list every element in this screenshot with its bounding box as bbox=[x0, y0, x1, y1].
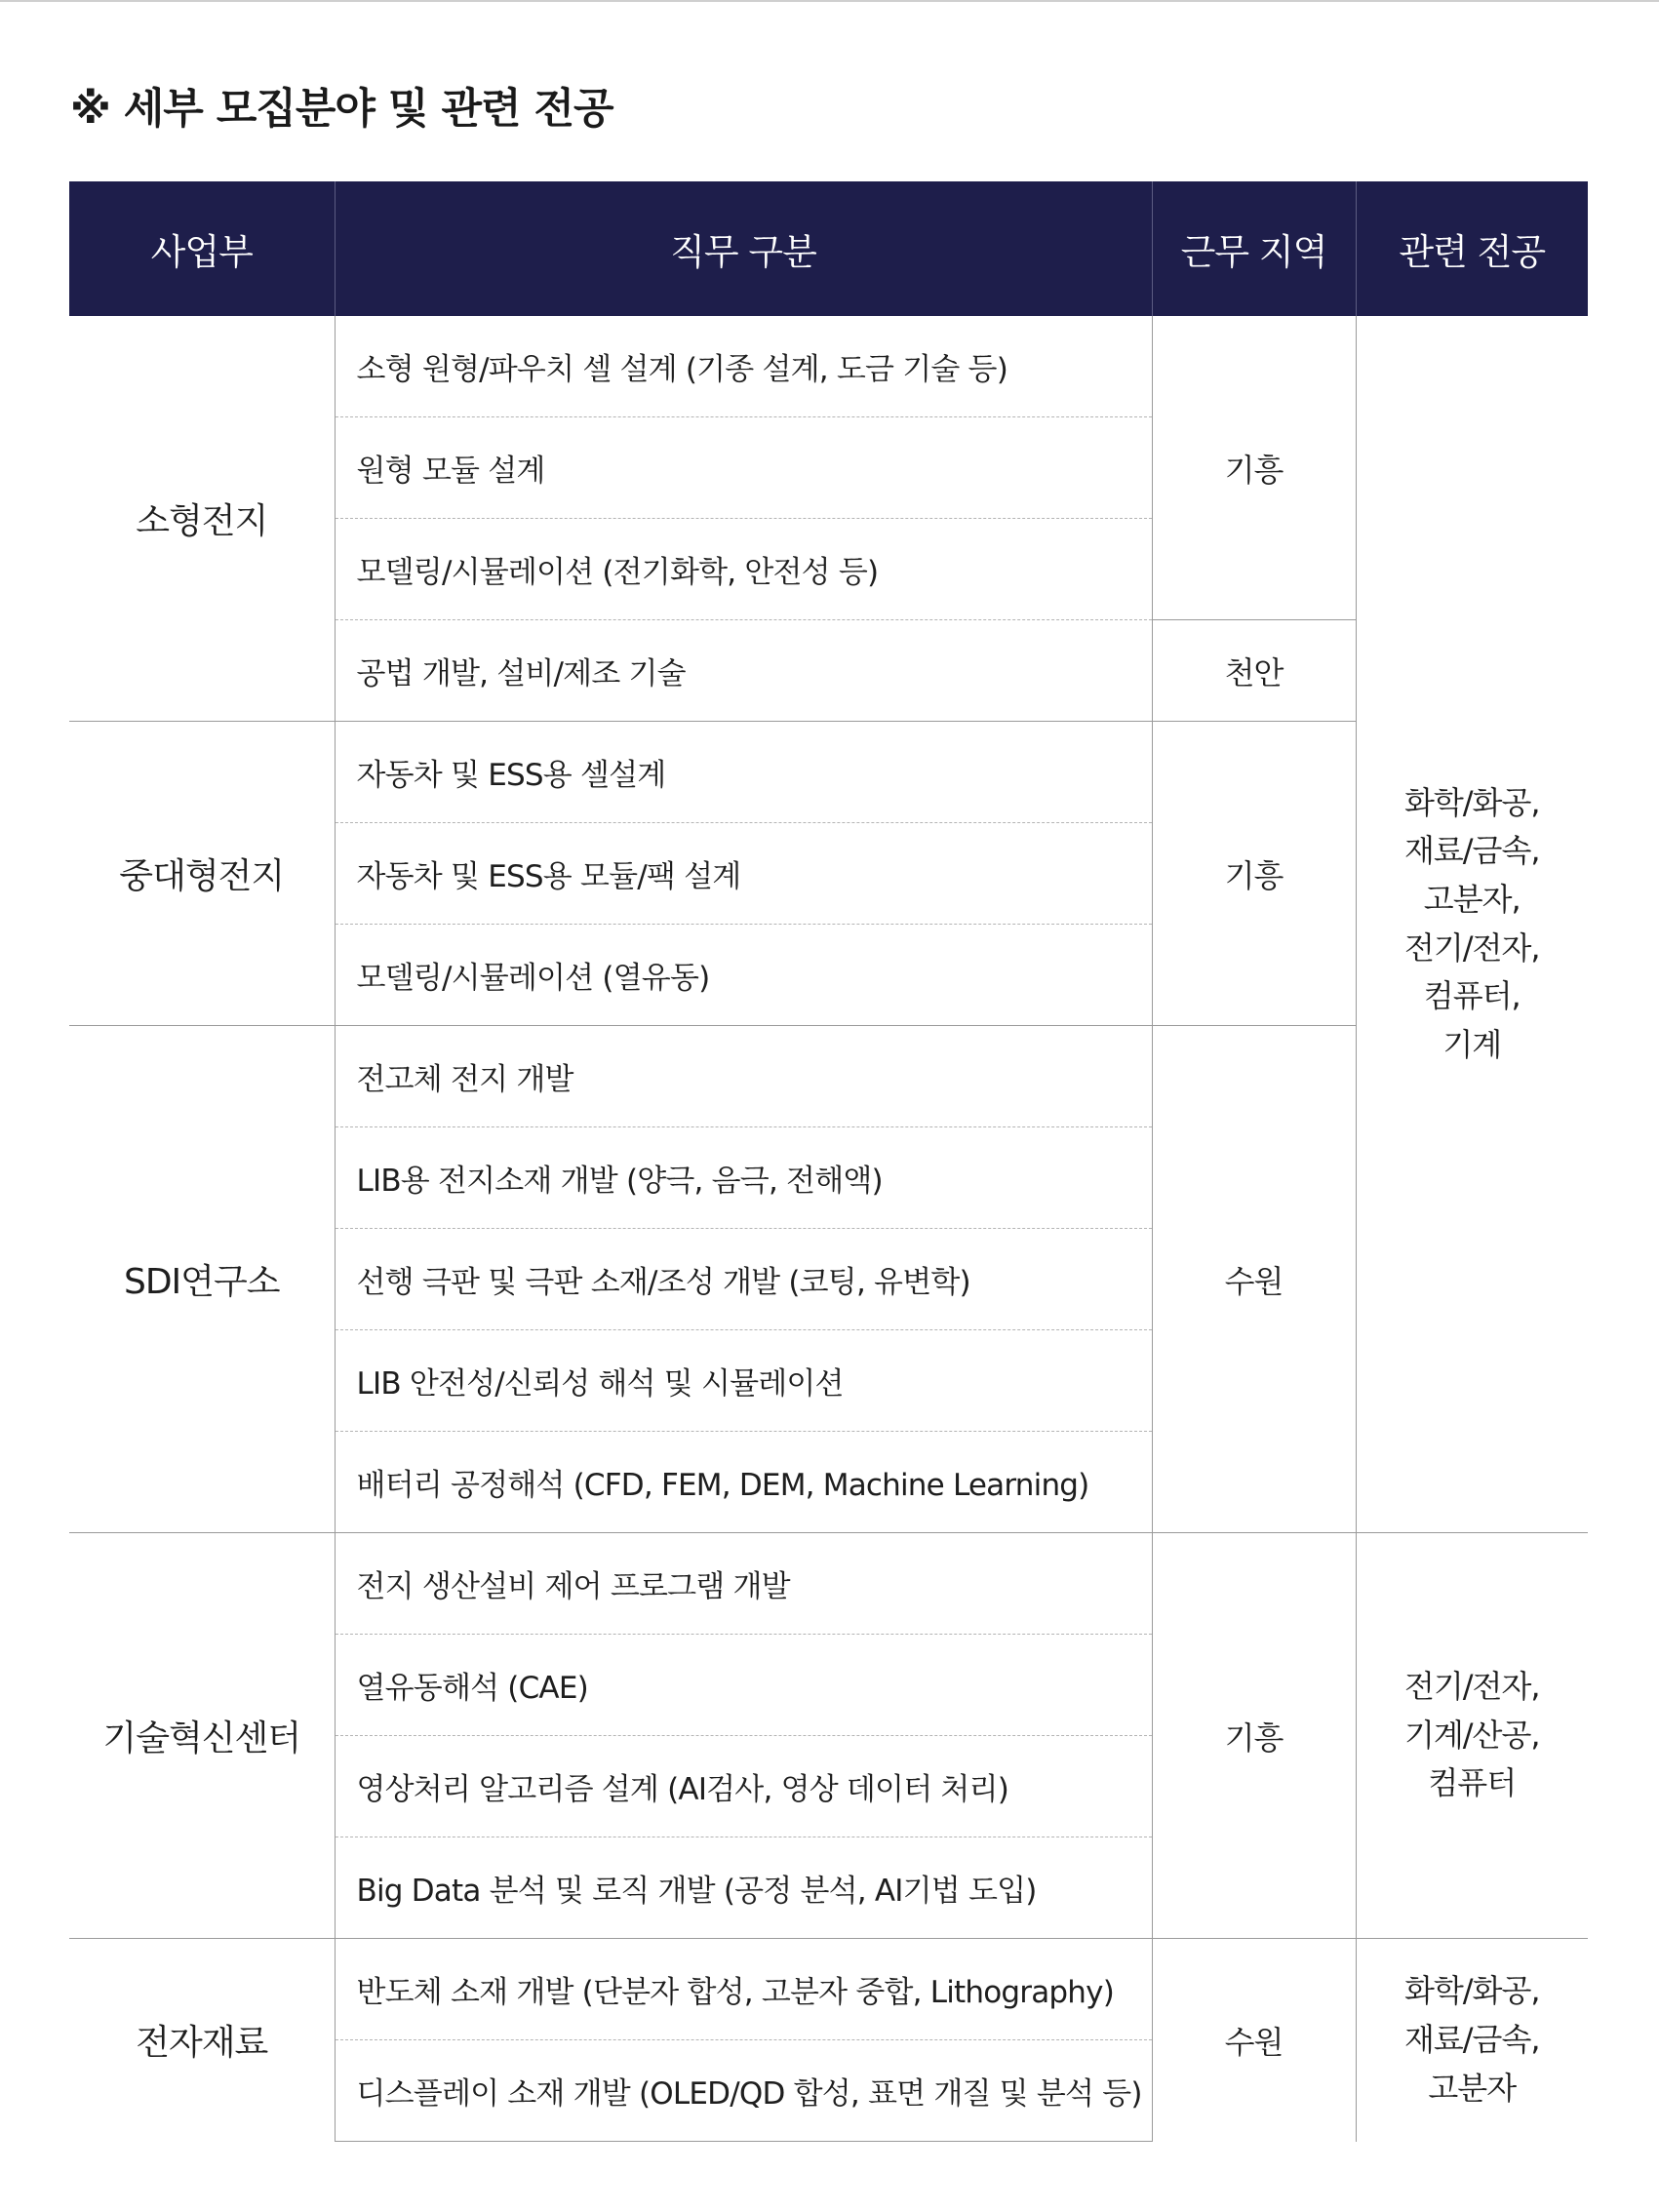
job-cell: 반도체 소재 개발 (단분자 합성, 고분자 중합, Lithography) bbox=[335, 1939, 1152, 2040]
job-cell: 영상처리 알고리즘 설계 (AI검사, 영상 데이터 처리) bbox=[335, 1736, 1152, 1837]
division-cell: 소형전지 bbox=[69, 316, 335, 722]
job-cell: 선행 극판 및 극판 소재/조성 개발 (코팅, 유변학) bbox=[335, 1229, 1152, 1330]
top-divider bbox=[0, 0, 1659, 2]
header-job: 직무 구분 bbox=[335, 181, 1152, 316]
major-cell bbox=[1356, 316, 1588, 1533]
major-item: 화학/화공, bbox=[1403, 1972, 1540, 2010]
job-cell: 자동차 및 ESS용 셀설계 bbox=[335, 722, 1152, 823]
job-cell: 모델링/시뮬레이션 (전기화학, 안전성 등) bbox=[335, 519, 1152, 620]
major-item: 고분자, bbox=[1423, 880, 1521, 918]
section-title: ※ 세부 모집분야 및 관련 전공 bbox=[70, 85, 613, 134]
job-cell: 전지 생산설비 제어 프로그램 개발 bbox=[335, 1533, 1152, 1635]
division-cell: SDI연구소 bbox=[69, 1026, 335, 1533]
major-item: 기계/산공, bbox=[1403, 1716, 1540, 1754]
location-cell: 기흥 bbox=[1152, 316, 1356, 620]
job-cell: LIB용 전지소재 개발 (양극, 음극, 전해액) bbox=[335, 1127, 1152, 1229]
location-cell: 수원 bbox=[1152, 1939, 1356, 2142]
major-item: 전기/전자, bbox=[1403, 928, 1540, 967]
major-item: 컴퓨터 bbox=[1428, 1764, 1517, 1802]
major-item: 재료/금속, bbox=[1403, 832, 1540, 870]
header-division: 사업부 bbox=[69, 181, 335, 316]
job-cell: 원형 모듈 설계 bbox=[335, 417, 1152, 519]
header-major: 관련 전공 bbox=[1356, 181, 1588, 316]
major-cell bbox=[1356, 1533, 1588, 1939]
location-cell: 천안 bbox=[1152, 620, 1356, 722]
table-row bbox=[69, 316, 1588, 417]
recruitment-table bbox=[69, 181, 1588, 2142]
job-cell: 배터리 공정해석 (CFD, FEM, DEM, Machine Learning) bbox=[335, 1432, 1152, 1533]
division-cell: 전자재료 bbox=[69, 1939, 335, 2142]
major-item: 화학/화공, bbox=[1403, 783, 1540, 821]
table-row bbox=[69, 1939, 1588, 2040]
major-item: 전기/전자, bbox=[1403, 1668, 1540, 1706]
major-item: 컴퓨터, bbox=[1423, 977, 1521, 1015]
location-cell: 기흥 bbox=[1152, 722, 1356, 1026]
major-item: 재료/금속, bbox=[1403, 2020, 1540, 2058]
job-cell: 디스플레이 소재 개발 (OLED/QD 합성, 표면 개질 및 분석 등) bbox=[335, 2040, 1152, 2142]
major-cell bbox=[1356, 1939, 1588, 2142]
division-cell: 중대형전지 bbox=[69, 722, 335, 1026]
division-cell: 기술혁신센터 bbox=[69, 1533, 335, 1939]
job-cell: 열유동해석 (CAE) bbox=[335, 1635, 1152, 1736]
location-cell: 기흥 bbox=[1152, 1533, 1356, 1939]
header-location: 근무 지역 bbox=[1152, 181, 1356, 316]
major-item: 기계 bbox=[1442, 1025, 1502, 1063]
table-row bbox=[69, 1533, 1588, 1635]
job-cell: LIB 안전성/신뢰성 해석 및 시뮬레이션 bbox=[335, 1330, 1152, 1432]
job-cell: 전고체 전지 개발 bbox=[335, 1026, 1152, 1127]
job-cell: 공법 개발, 설비/제조 기술 bbox=[335, 620, 1152, 722]
job-cell: 자동차 및 ESS용 모듈/팩 설계 bbox=[335, 823, 1152, 925]
location-cell: 수원 bbox=[1152, 1026, 1356, 1533]
job-cell: 소형 원형/파우치 셀 설계 (기종 설계, 도금 기술 등) bbox=[335, 316, 1152, 417]
job-cell: 모델링/시뮬레이션 (열유동) bbox=[335, 925, 1152, 1026]
job-cell: Big Data 분석 및 로직 개발 (공정 분석, AI기법 도입) bbox=[335, 1837, 1152, 1939]
major-item: 고분자 bbox=[1428, 2069, 1517, 2107]
table-header-row bbox=[69, 181, 1588, 316]
